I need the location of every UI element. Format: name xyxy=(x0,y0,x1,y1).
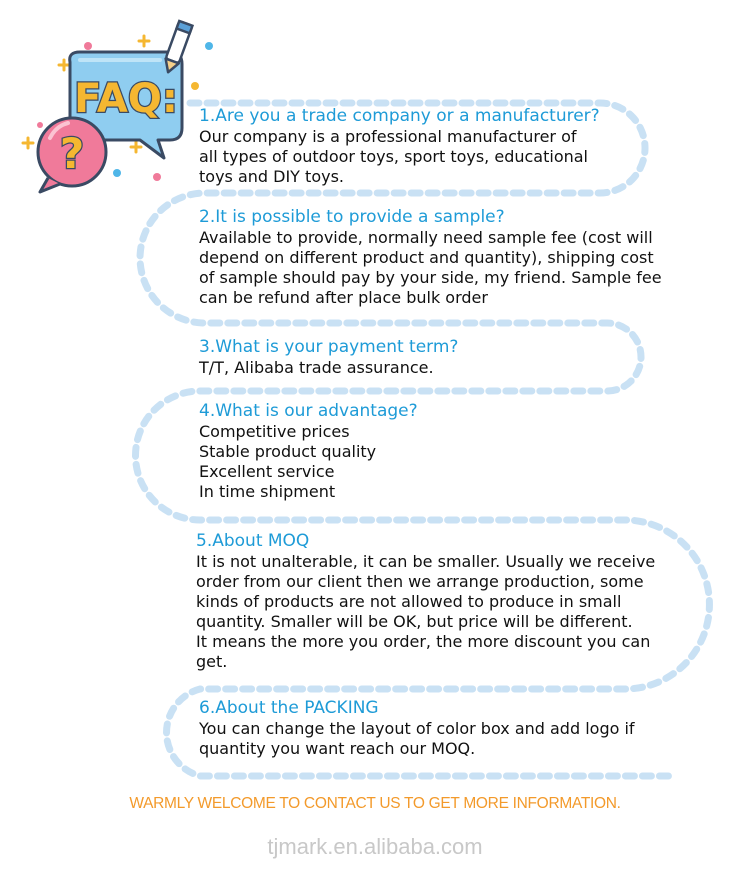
faq-answer-line: get. xyxy=(196,652,228,671)
faq-answer-line: order from our client then we arrange production, some xyxy=(196,572,644,591)
faq-answer-line: of sample should pay by your side, my friend. Sample fee xyxy=(199,268,662,287)
faq-answer-line: quantity you want reach our MOQ. xyxy=(199,739,476,758)
faq-item-4 xyxy=(199,401,418,502)
question-mark-text: ? xyxy=(59,129,85,178)
faq-answer-line: It means the more you order, the more discount you can xyxy=(196,632,651,651)
faq-answer-line: You can change the layout of color box and add logo if xyxy=(199,719,635,738)
faq-answer-line: Excellent service xyxy=(199,462,335,481)
faq-item-5 xyxy=(196,531,655,672)
faq-item-6 xyxy=(199,698,635,759)
faq-question-title: 1.Are you a trade company or a manufacturer? xyxy=(199,106,600,126)
faq-badge-text: FAQ: xyxy=(74,76,178,122)
faq-answer-line: It is not unalterable, it can be smaller. Usually we receive xyxy=(196,552,656,571)
contact-footer-text: WARMLY WELCOME TO CONTACT US TO GET MORE INFORMATION. xyxy=(129,795,621,812)
faq-answer-line: quantity. Smaller will be OK, but price will be different. xyxy=(196,612,633,631)
faq-answer-line: depend on different product and quantity), shipping cost xyxy=(199,248,654,267)
question-bubble-icon xyxy=(38,118,106,192)
faq-answer-line: Stable product quality xyxy=(199,442,377,461)
faq-answer-line: Competitive prices xyxy=(199,422,350,441)
faq-question-title: 2.It is possible to provide a sample? xyxy=(199,207,505,227)
faq-answer-line: toys and DIY toys. xyxy=(199,167,344,186)
faq-answer-line: all types of outdoor toys, sport toys, educational xyxy=(199,147,588,166)
site-watermark: tjmark.en.alibaba.com xyxy=(267,834,483,859)
faq-question-title: 5.About MOQ xyxy=(196,531,310,551)
faq-answer-line: In time shipment xyxy=(199,482,336,501)
faq-answer-line: kinds of products are not allowed to produce in small xyxy=(196,592,622,611)
faq-answer-line: can be refund after place bulk order xyxy=(199,288,488,307)
faq-answer-line: Available to provide, normally need sample fee (cost will xyxy=(199,228,653,247)
faq-item-1 xyxy=(199,106,600,187)
faq-question-title: 6.About the PACKING xyxy=(199,698,379,718)
faq-item-3 xyxy=(199,337,458,378)
faq-question-title: 3.What is your payment term? xyxy=(199,337,459,357)
faq-header-graphic xyxy=(0,0,215,205)
faq-answer-line: Our company is a professional manufacturer of xyxy=(199,127,577,146)
faq-item-2 xyxy=(199,207,662,308)
faq-answer-line: T/T, Alibaba trade assurance. xyxy=(199,358,434,377)
faq-question-title: 4.What is our advantage? xyxy=(199,401,418,421)
